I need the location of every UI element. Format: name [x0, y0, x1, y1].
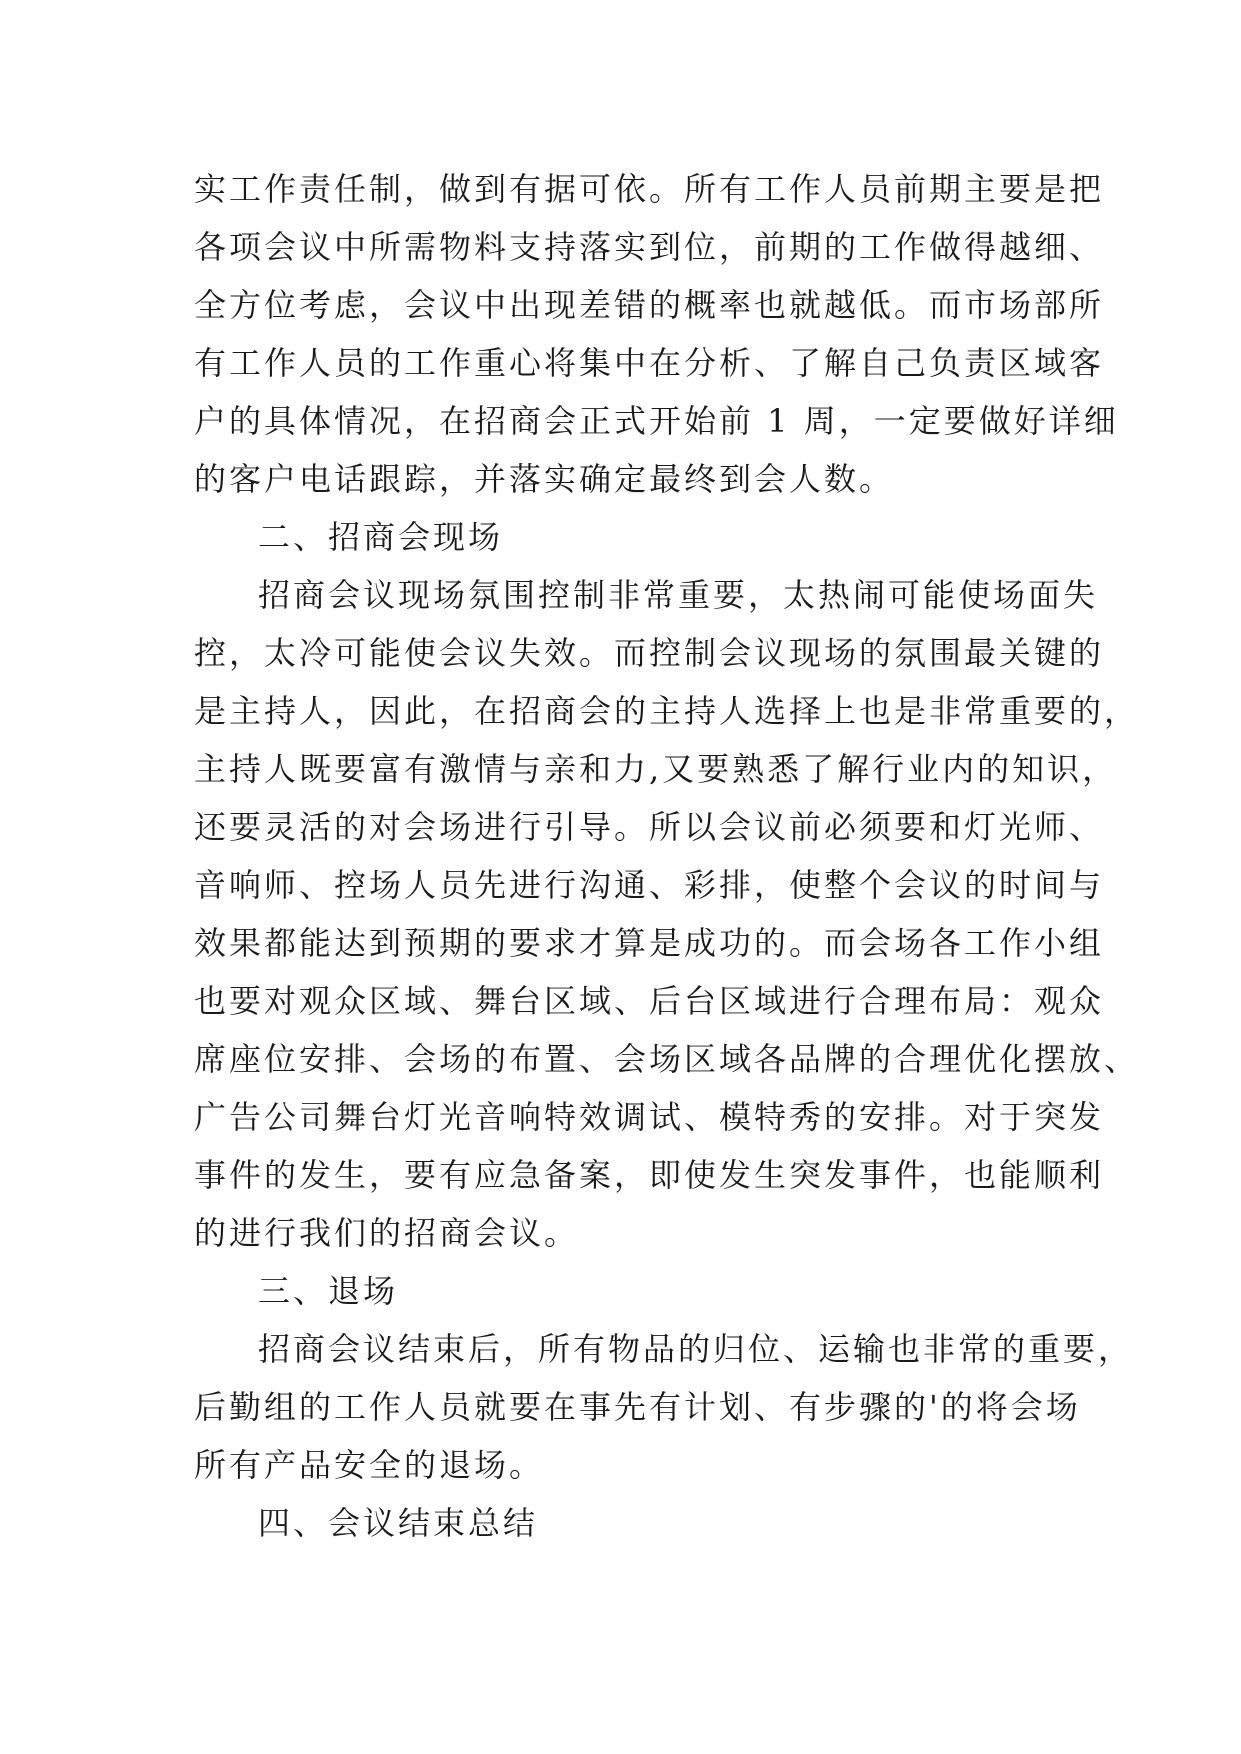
body-line: 事件的发生，要有应急备案，即使发生突发事件，也能顺利 [194, 1156, 1105, 1194]
body-line: 音响师、控场人员先进行沟通、彩排，使整个会议的时间与 [194, 866, 1105, 904]
body-line: 主持人既要富有激情与亲和力,又要熟悉了解行业内的知识， [194, 750, 1118, 788]
body-line: 后勤组的工作人员就要在事先有计划、有步骤的'的将会场 [194, 1388, 1081, 1426]
body-line: 所有产品安全的退场。 [194, 1446, 545, 1484]
body-line: 是主持人，因此，在招商会的主持人选择上也是非常重要的， [194, 692, 1140, 730]
body-line: 也要对观众区域、舞台区域、后台区域进行合理布局：观众 [194, 982, 1105, 1020]
body-line: 控，太冷可能使会议失效。而控制会议现场的氛围最关键的 [194, 634, 1105, 672]
body-line: 各项会议中所需物料支持落实到位，前期的工作做得越细、 [194, 228, 1105, 266]
body-line: 实工作责任制，做到有据可依。所有工作人员前期主要是把 [194, 170, 1105, 208]
body-line: 户的具体情况，在招商会正式开始前 1 周，一定要做好详细 [194, 402, 1119, 440]
section-heading: 二、招商会现场 [258, 518, 504, 556]
body-line: 有工作人员的工作重心将集中在分析、了解自己负责区域客 [194, 344, 1105, 382]
paragraph-first-line: 招商会议现场氛围控制非常重要，太热闹可能使场面失 [258, 576, 1099, 614]
body-line: 的进行我们的招商会议。 [194, 1214, 580, 1252]
body-line: 效果都能达到预期的要求才算是成功的。而会场各工作小组 [194, 924, 1105, 962]
body-line: 还要灵活的对会场进行引导。所以会议前必须要和灯光师、 [194, 808, 1105, 846]
paragraph-first-line: 招商会议结束后，所有物品的归位、运输也非常的重要， [258, 1330, 1134, 1368]
body-line: 广告公司舞台灯光音响特效调试、模特秀的安排。对于突发 [194, 1098, 1105, 1136]
section-heading: 三、退场 [258, 1272, 399, 1310]
section-heading: 四、会议结束总结 [258, 1504, 539, 1542]
document-page [194, 160, 1140, 1552]
body-line: 全方位考虑，会议中出现差错的概率也就越低。而市场部所 [194, 286, 1105, 324]
body-line: 的客户电话跟踪，并落实确定最终到会人数。 [194, 460, 895, 498]
body-line: 席座位安排、会场的布置、会场区域各品牌的合理优化摆放、 [194, 1040, 1140, 1078]
